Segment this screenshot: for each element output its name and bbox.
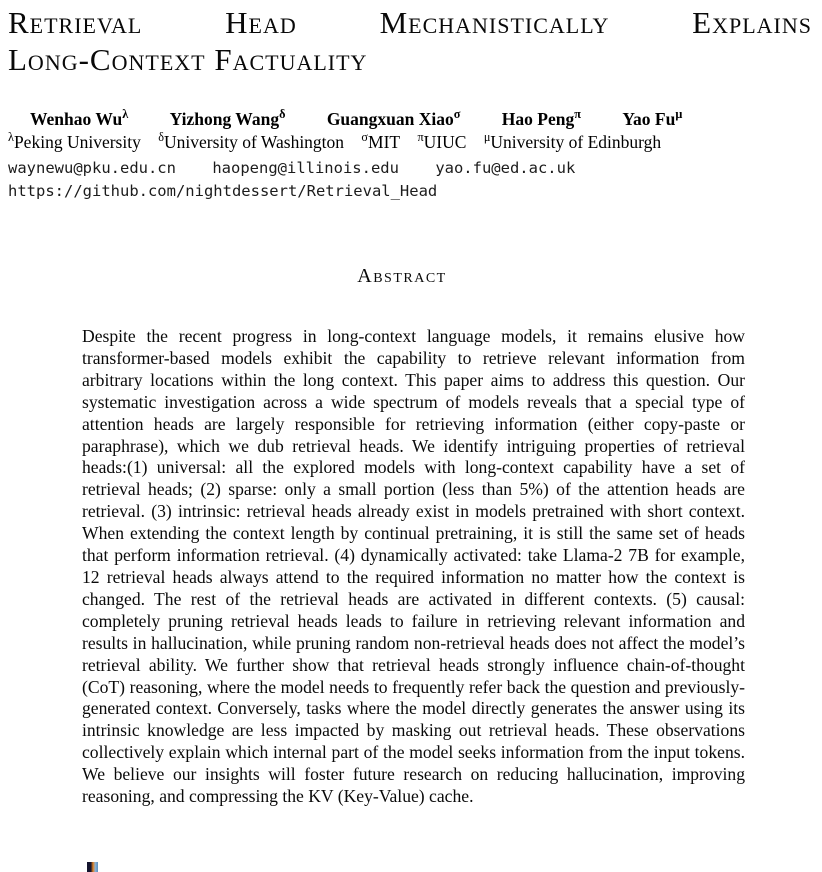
author-name: Hao Peng <box>501 109 575 129</box>
affiliation-mark: μ <box>483 130 491 145</box>
author-name: Yao Fu <box>622 109 676 129</box>
author-affiliation-mark: δ <box>279 107 286 122</box>
affiliation-uiuc <box>417 132 466 152</box>
affiliation-name: MIT <box>368 132 401 152</box>
paper-title-line-1: Retrieval Head Mechanistically Explains <box>8 5 812 40</box>
abstract-section <box>82 265 722 288</box>
author-affiliation-mark: π <box>574 107 581 122</box>
author-hao-peng <box>502 109 581 129</box>
affiliation-name: University of Washington <box>163 132 345 152</box>
author-name: Yizhong Wang <box>169 109 280 129</box>
affiliation-university-of-washington <box>158 132 344 152</box>
author-affiliation-mark: μ <box>675 107 683 122</box>
affiliation-mit <box>361 132 400 152</box>
author-name: Wenhao Wu <box>30 109 123 129</box>
paper-title-line-2: Long-Context Factuality <box>8 42 368 77</box>
author-name: Guangxuan Xiao <box>326 109 454 129</box>
affiliation-name: Peking University <box>13 132 141 152</box>
abstract-heading: Abstract <box>357 265 447 287</box>
affiliation-university-of-edinburgh <box>484 132 661 152</box>
affiliations-row <box>8 132 661 153</box>
affiliation-mark: π <box>417 130 424 145</box>
author-yao-fu <box>622 109 682 129</box>
affiliation-mark: σ <box>361 130 369 145</box>
authors-row <box>30 109 682 130</box>
author-guangxuan-xiao <box>327 109 461 129</box>
repo-url-link[interactable]: https://github.com/nightdessert/Retrieval_Head <box>8 182 438 200</box>
affiliation-mark: δ <box>158 130 164 145</box>
affiliation-peking-university <box>8 132 141 152</box>
repo-url-row <box>8 182 437 200</box>
affiliation-name: University of Edinburgh <box>490 132 662 152</box>
email-haopeng: haopeng@illinois.edu <box>212 159 399 177</box>
email-waynewu: waynewu@pku.edu.cn <box>8 159 176 177</box>
author-affiliation-mark: λ <box>122 107 129 122</box>
author-wenhao-wu <box>30 109 128 129</box>
emails-row <box>8 159 575 177</box>
affiliation-mark: λ <box>8 130 14 145</box>
affiliation-name: UIUC <box>423 132 467 152</box>
abstract-text: Despite the recent progress in long-context language models, it remains elusive how transformer-based models exhibit the capability to retrieve relevant information from arbitrary locations within the long context. This paper aims to address this question. Our systematic investigation across a wide spectrum of models reveals that a special type of attention heads are largely responsible for retrieving information (either copy-paste or paraphrase), which we dub retrieval heads. We identify intriguing properties of retrieval heads:(1) universal: all the explored models with long-context capability have a set of retrieval heads; (2) sparse: only a small portion (less than 5%) of the attention heads are retrieval. (3) intrinsic: retrieval heads already exist in models pretrained with short context. When extending the context length by continual pretraining, it is still the same set of heads that perform information retrieval. (4) dynamically activated: take Llama-2 7B for example, 12 retrieval heads always attend to the required information no matter how the context is changed. The rest of the retrieval heads are activated in different contexts. (5) causal: completely pruning retrieval heads leads to failure in retrieving relevant information and results in hallucination, while pruning random non-retrieval heads does not affect the model’s retrieval ability. We further show that retrieval heads strongly influence chain-of-thought (CoT) reasoning, where the model needs to frequently refer back the question and previously-generated context. Conversely, tasks where the model directly generates the answer using its intrinsic knowledge are less impacted by masking out retrieval heads. These observations collectively explain which internal part of the model seeks information from the input tokens. We believe our insights will foster future research on reducing hallucination, improving reasoning, and compressing the KV (Key-Value) cache. <box>82 326 745 807</box>
next-page-figure-fragment <box>87 862 98 872</box>
author-yizhong-wang <box>170 109 286 129</box>
email-yaofu: yao.fu@ed.ac.uk <box>435 159 576 177</box>
paper-title <box>8 4 812 78</box>
author-affiliation-mark: σ <box>453 107 461 122</box>
